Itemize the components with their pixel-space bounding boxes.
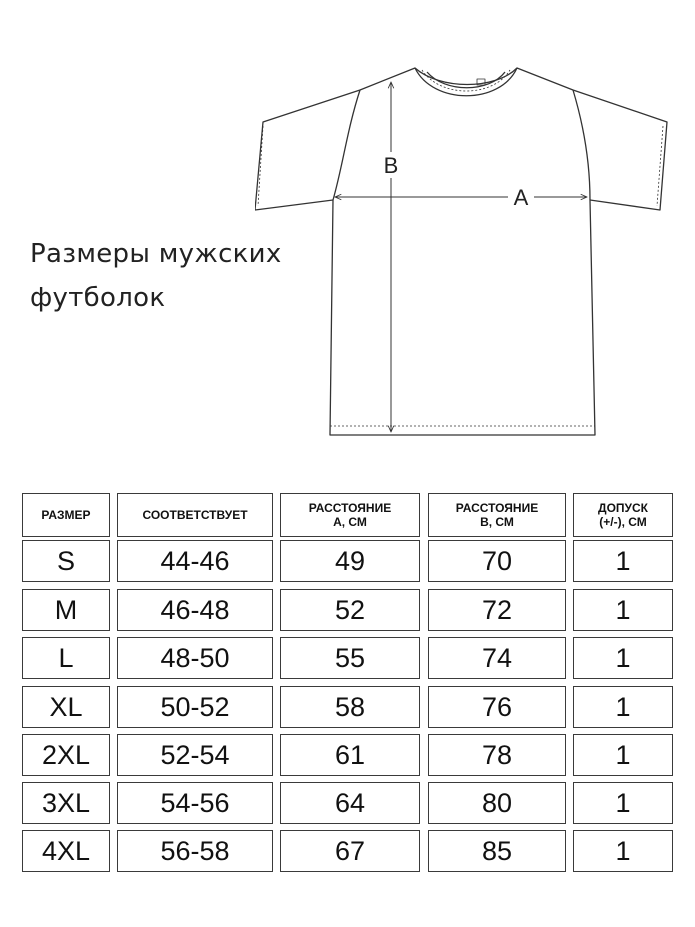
header-size [22,493,110,537]
table-cell-size: M [22,589,110,631]
table-cell-distance-a: 49 [280,540,420,582]
shirt-collar [415,68,517,96]
header-distance-a-line2: А, СМ [333,515,367,529]
table-cell-tolerance: 1 [573,540,673,582]
table-cell-distance-b: 80 [428,782,566,824]
title-line-1: Размеры мужских [30,239,282,269]
header-size-line1: РАЗМЕР [41,508,91,522]
table-cell-size: L [22,637,110,679]
table-cell-distance-b: 76 [428,686,566,728]
table-cell-tolerance: 1 [573,686,673,728]
table-cell-distance-b: 72 [428,589,566,631]
header-tolerance [573,493,673,537]
header-distance-b-line1: РАССТОЯНИЕ [455,501,539,515]
header-distance-a [280,493,420,537]
table-cell-tolerance: 1 [573,830,673,872]
right-sleeve-seam [573,90,590,200]
table-cell-distance-b: 74 [428,637,566,679]
table-cell-distance-b: 78 [428,734,566,776]
table-cell-tolerance: 1 [573,637,673,679]
title-line-2: футболок [30,283,166,313]
tshirt-diagram [255,60,675,450]
table-cell-distance-a: 58 [280,686,420,728]
table-cell-size: 4XL [22,830,110,872]
header-distance-a-line1: РАССТОЯНИЕ [308,501,392,515]
table-cell-equivalent: 48-50 [117,637,273,679]
table-cell-equivalent: 52-54 [117,734,273,776]
page-title [30,232,282,320]
table-cell-size: 3XL [22,782,110,824]
table-cell-equivalent: 56-58 [117,830,273,872]
table-cell-distance-a: 52 [280,589,420,631]
header-equivalent [117,493,273,537]
measurement-a-label: A [513,185,529,210]
table-cell-equivalent: 54-56 [117,782,273,824]
table-cell-distance-a: 55 [280,637,420,679]
table-cell-equivalent: 44-46 [117,540,273,582]
table-cell-distance-a: 61 [280,734,420,776]
measurement-b-label: B [383,153,399,178]
table-cell-size: 2XL [22,734,110,776]
table-cell-distance-a: 64 [280,782,420,824]
table-cell-tolerance: 1 [573,782,673,824]
table-cell-distance-b: 70 [428,540,566,582]
table-cell-size: XL [22,686,110,728]
table-cell-size: S [22,540,110,582]
header-distance-b [428,493,566,537]
table-cell-tolerance: 1 [573,734,673,776]
table-cell-tolerance: 1 [573,589,673,631]
header-tolerance-line1: ДОПУСК [598,501,648,515]
header-distance-b-line2: В, СМ [480,515,514,529]
left-sleeve-seam [333,90,360,200]
table-cell-distance-a: 67 [280,830,420,872]
header-tolerance-line2: (+/-), СМ [599,515,647,529]
header-equivalent-line1: СООТВЕТСТВУЕТ [142,508,248,522]
shirt-outline [255,68,667,435]
table-cell-equivalent: 50-52 [117,686,273,728]
table-cell-distance-b: 85 [428,830,566,872]
table-cell-equivalent: 46-48 [117,589,273,631]
